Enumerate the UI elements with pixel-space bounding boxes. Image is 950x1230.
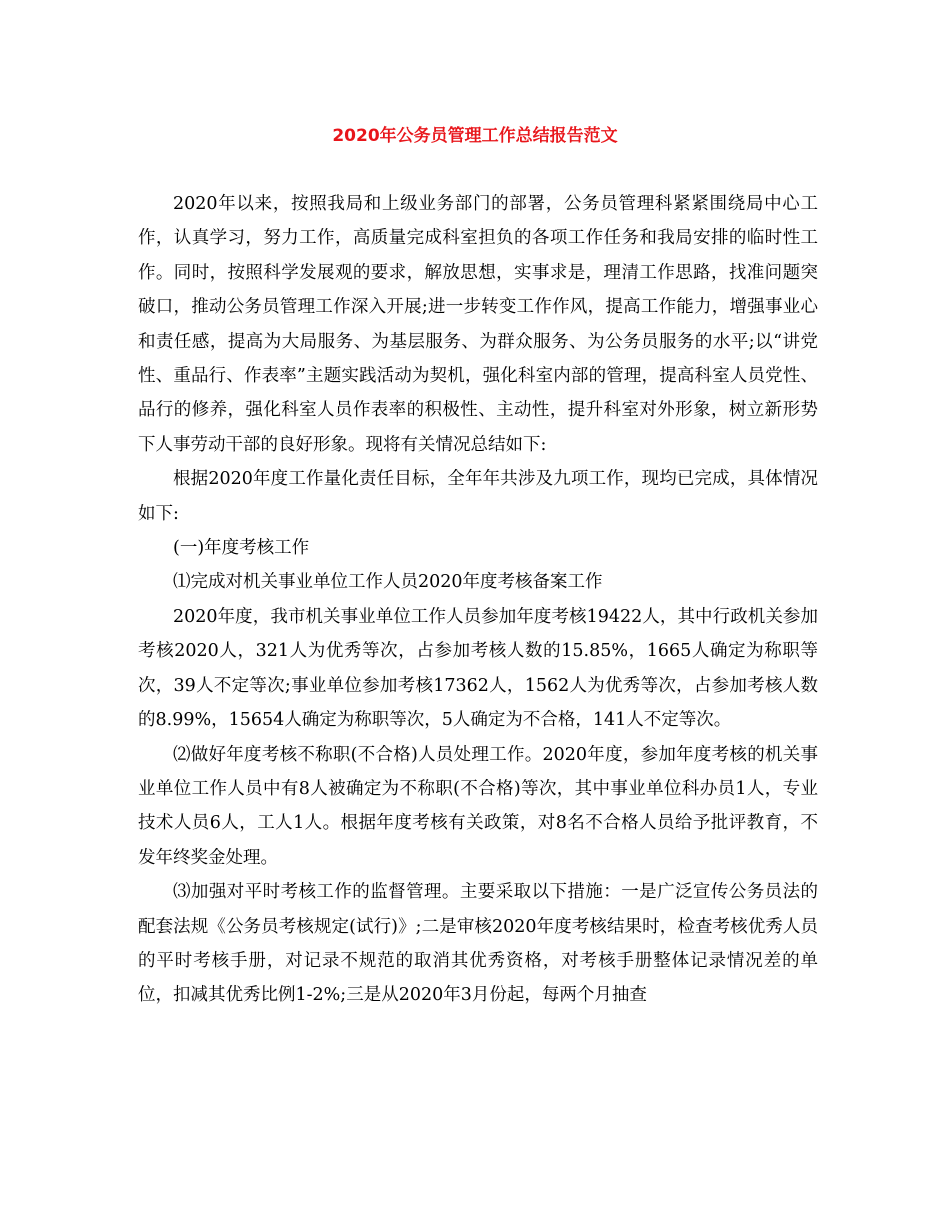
document-body — [138, 187, 818, 1013]
subsection-heading-1: ⑴完成对机关事业单位工作人员2020年度考核备案工作 — [173, 572, 603, 593]
paragraph-assessment-stats: 2020年度，我市机关事业单位工作人员参加年度考核19422人，其中行政机关参加考核2020人，321人为优秀等次，占参加考核人数的15.85%，1665人确定为称职等次，39人不定等次;事业单位参加考核17362人，1562人为优秀等次，占参加考核人数的8.99%，15654人确定为称职等次，5人确定为不合格，141人不定等次。 — [138, 606, 818, 731]
paragraph-intro: 2020年以来，按照我局和上级业务部门的部署，公务员管理科紧紧围绕局中心工作，认真学习，努力工作，高质量完成科室担负的各项工作任务和我局安排的临时性工作。同时，按照科学发展观的要求，解放思想，实事求是，理清工作思路，找准问题突破口，推动公务员管理工作深入开展;进一步转变工作作风，提高工作能力，增强事业心和责任感，提高为大局服务、为基层服务、为群众服务、为公务员服务的水平;以“讲党性、重品行、作表率”主题实践活动为契机，强化科室内部的管理，提高科室人员党性、品行的修养，强化科室人员作表率的积极性、主动性，提升科室对外形象，树立新形势下人事劳动干部的良好形象。现将有关情况总结如下: — [138, 194, 818, 455]
paragraph-overview: 根据2020年度工作量化责任目标，全年年共涉及九项工作，现均已完成，具体情况如下: — [138, 469, 818, 524]
paragraph-routine-assessment: ⑶加强对平时考核工作的监督管理。主要采取以下措施：一是广泛宣传公务员法的配套法规《公务员考核规定(试行)》;二是审核2020年度考核结果时，检查考核优秀人员的平时考核手册，对记录不规范的取消其优秀资格，对考核手册整体记录情况差的单位，扣减其优秀比例1-2%;三是从2020年3月份起，每两个月抽查 — [138, 882, 818, 1006]
document-title: 2020年公务员管理工作总结报告范文 — [332, 126, 618, 146]
section-heading-annual-assessment: (一)年度考核工作 — [173, 538, 310, 559]
paragraph-unqualified-handling: ⑵做好年度考核不称职(不合格)人员处理工作。2020年度，参加年度考核的机关事业单位工作人员中有8人被确定为不称职(不合格)等次，其中事业单位科办员1人，专业技术人员6人，工人1人。根据年度考核有关政策，对8名不合格人员给予批评教育，不发年终奖金处理。 — [138, 744, 818, 868]
